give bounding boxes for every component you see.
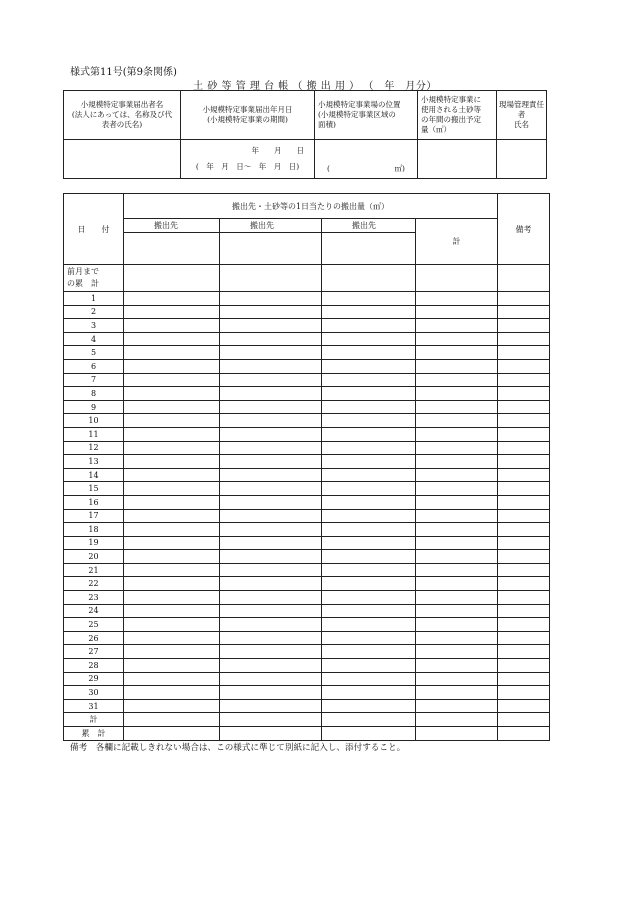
amount-cell[interactable] [322, 373, 416, 387]
day-label: 13 [64, 455, 124, 469]
amount-cell[interactable] [416, 550, 498, 564]
amount-cell[interactable] [322, 346, 416, 360]
amount-cell[interactable] [220, 359, 322, 373]
amount-cell[interactable] [322, 604, 416, 618]
day-label: 18 [64, 523, 124, 537]
remarks-cell[interactable] [498, 509, 550, 523]
remarks-cell[interactable] [498, 387, 550, 401]
day-label: 3 [64, 319, 124, 333]
amount-cell[interactable] [220, 414, 322, 428]
remarks-cell[interactable] [498, 645, 550, 659]
remarks-column-header: 備考 [498, 194, 550, 265]
day-label: 23 [64, 591, 124, 605]
amount-cell[interactable] [124, 265, 220, 292]
amount-cell[interactable] [322, 550, 416, 564]
day-label: 14 [64, 468, 124, 482]
amount-cell[interactable] [416, 468, 498, 482]
amount-cell[interactable] [124, 591, 220, 605]
remarks-cell[interactable] [498, 672, 550, 686]
amount-cell[interactable] [124, 482, 220, 496]
amount-cell[interactable] [124, 427, 220, 441]
destination-header: 搬出先 [322, 219, 416, 233]
amount-cell[interactable] [124, 550, 220, 564]
day-label: 2 [64, 305, 124, 319]
amount-cell[interactable] [322, 536, 416, 550]
amount-cell[interactable] [322, 387, 416, 401]
amount-cell[interactable] [220, 468, 322, 482]
amount-cell[interactable] [220, 618, 322, 632]
remarks-cell[interactable] [498, 359, 550, 373]
amount-cell[interactable] [124, 536, 220, 550]
amount-cell[interactable] [124, 645, 220, 659]
amount-cell[interactable] [322, 265, 416, 292]
amount-cell[interactable] [220, 455, 322, 469]
remarks-cell[interactable] [498, 427, 550, 441]
amount-cell[interactable] [124, 441, 220, 455]
amount-cell[interactable] [124, 563, 220, 577]
amount-cell[interactable] [124, 631, 220, 645]
amount-cell[interactable] [416, 631, 498, 645]
amount-cell[interactable] [416, 414, 498, 428]
amount-cell[interactable] [416, 359, 498, 373]
amount-cell[interactable] [416, 604, 498, 618]
amount-cell[interactable] [322, 400, 416, 414]
amount-cell[interactable] [124, 400, 220, 414]
day-label: 30 [64, 686, 124, 700]
amount-cell[interactable] [124, 713, 220, 727]
annual-volume-header: 小規模特定事業に 使用される土砂等 の年間の搬出予定 量（㎥） [418, 91, 497, 140]
amount-cell[interactable] [124, 359, 220, 373]
amount-cell[interactable] [416, 482, 498, 496]
amount-cell[interactable] [322, 713, 416, 727]
amount-cell[interactable] [322, 591, 416, 605]
remarks-cell[interactable] [498, 305, 550, 319]
day-label: 1 [64, 292, 124, 306]
amount-cell[interactable] [220, 319, 322, 333]
remarks-cell[interactable] [498, 265, 550, 292]
amount-cell[interactable] [416, 618, 498, 632]
amount-cell[interactable] [416, 563, 498, 577]
day-label: 11 [64, 427, 124, 441]
amount-cell[interactable] [220, 645, 322, 659]
amount-cell[interactable] [220, 482, 322, 496]
amount-cell[interactable] [322, 577, 416, 591]
date-column-header: 日 付 [64, 194, 124, 265]
day-label: 8 [64, 387, 124, 401]
amount-cell[interactable] [322, 563, 416, 577]
amount-cell[interactable] [220, 699, 322, 713]
amount-cell[interactable] [322, 659, 416, 673]
amount-cell[interactable] [416, 305, 498, 319]
day-label: 27 [64, 645, 124, 659]
remarks-cell[interactable] [498, 618, 550, 632]
amount-cell[interactable] [322, 495, 416, 509]
day-label: 9 [64, 400, 124, 414]
remarks-cell[interactable] [498, 686, 550, 700]
destination-name-cell[interactable] [124, 233, 220, 265]
form-number-label: 様式第11号(第9条関係) [70, 67, 177, 78]
amount-cell[interactable] [416, 346, 498, 360]
amount-cell[interactable] [416, 332, 498, 346]
amount-cell[interactable] [220, 713, 322, 727]
amount-cell[interactable] [416, 455, 498, 469]
amount-cell[interactable] [416, 373, 498, 387]
amount-cell[interactable] [416, 645, 498, 659]
amount-cell[interactable] [124, 346, 220, 360]
day-label: 25 [64, 618, 124, 632]
amount-cell[interactable] [322, 468, 416, 482]
amount-cell[interactable] [220, 686, 322, 700]
amount-cell[interactable] [416, 427, 498, 441]
amount-cell[interactable] [220, 387, 322, 401]
remarks-cell[interactable] [498, 577, 550, 591]
amount-cell[interactable] [124, 577, 220, 591]
amount-cell[interactable] [416, 292, 498, 306]
amount-cell[interactable] [416, 577, 498, 591]
amount-cell[interactable] [220, 577, 322, 591]
amount-cell[interactable] [416, 495, 498, 509]
amount-cell[interactable] [322, 427, 416, 441]
day-label: 7 [64, 373, 124, 387]
amount-cell[interactable] [124, 618, 220, 632]
amount-cell[interactable] [322, 292, 416, 306]
amount-cell[interactable] [322, 455, 416, 469]
day-label: 24 [64, 604, 124, 618]
day-label: 12 [64, 441, 124, 455]
remarks-cell[interactable] [498, 319, 550, 333]
remarks-cell[interactable] [498, 346, 550, 360]
amount-cell[interactable] [220, 495, 322, 509]
amount-cell[interactable] [124, 495, 220, 509]
amount-cell[interactable] [220, 292, 322, 306]
amount-cell[interactable] [322, 359, 416, 373]
amount-cell[interactable] [416, 659, 498, 673]
day-label: 29 [64, 672, 124, 686]
amount-cell[interactable] [416, 591, 498, 605]
day-label: 4 [64, 332, 124, 346]
amount-cell[interactable] [322, 332, 416, 346]
amount-cell[interactable] [124, 686, 220, 700]
amount-cell[interactable] [220, 523, 322, 537]
page-title: 土 砂 等 管 理 台 帳 （ 搬 出 用 ） （ 年 月分） [193, 81, 437, 92]
amount-cell[interactable] [322, 305, 416, 319]
amount-cell[interactable] [124, 672, 220, 686]
total-column-header: 計 [416, 219, 498, 265]
amount-cell[interactable] [124, 373, 220, 387]
day-label: 22 [64, 577, 124, 591]
remarks-cell[interactable] [498, 631, 550, 645]
destination-name-cell[interactable] [220, 233, 322, 265]
amount-cell[interactable] [124, 455, 220, 469]
remarks-cell[interactable] [498, 482, 550, 496]
remarks-cell[interactable] [498, 563, 550, 577]
amount-cell[interactable] [322, 482, 416, 496]
amount-cell[interactable] [220, 305, 322, 319]
day-label: 20 [64, 550, 124, 564]
amount-cell[interactable] [322, 523, 416, 537]
site-location-cell[interactable]: ( ㎡) [315, 140, 418, 179]
day-label: 21 [64, 563, 124, 577]
amount-cell[interactable] [124, 509, 220, 523]
amount-cell[interactable] [220, 672, 322, 686]
amount-cell[interactable] [220, 346, 322, 360]
amount-cell[interactable] [416, 713, 498, 727]
project-info-table [63, 90, 547, 179]
day-label: 17 [64, 509, 124, 523]
amount-cell[interactable] [416, 319, 498, 333]
amount-cell[interactable] [220, 727, 322, 741]
amount-cell[interactable] [220, 591, 322, 605]
amount-cell[interactable] [220, 550, 322, 564]
amount-cell[interactable] [124, 305, 220, 319]
amount-cell[interactable] [416, 686, 498, 700]
amount-cell[interactable] [322, 509, 416, 523]
amount-cell[interactable] [124, 604, 220, 618]
amount-cell[interactable] [220, 536, 322, 550]
amount-cell[interactable] [220, 373, 322, 387]
amount-cell[interactable] [124, 387, 220, 401]
amount-cell[interactable] [124, 292, 220, 306]
day-label: 28 [64, 659, 124, 673]
amount-cell[interactable] [416, 699, 498, 713]
footnote: 備考 各欄に記載しきれない場合は、この様式に準じて別紙に記入し、添付すること。 [70, 743, 406, 753]
amount-cell[interactable] [124, 468, 220, 482]
amount-cell[interactable] [124, 332, 220, 346]
amount-cell[interactable] [322, 672, 416, 686]
amount-cell[interactable] [124, 523, 220, 537]
amount-cell[interactable] [220, 427, 322, 441]
amount-cell[interactable] [124, 659, 220, 673]
amount-cell[interactable] [416, 265, 498, 292]
amount-cell[interactable] [124, 699, 220, 713]
cumulative-total-label: 累 計 [64, 727, 124, 741]
notification-date-cell[interactable]: 年 月 日 ( 年 月 日～ 年 月 日) [181, 140, 315, 179]
amount-cell[interactable] [322, 631, 416, 645]
amount-cell[interactable] [322, 727, 416, 741]
site-manager-header: 現場管理責任者 氏名 [497, 91, 547, 140]
amount-cell[interactable] [416, 400, 498, 414]
previous-month-total-label: 前月まで の累 計 [64, 265, 124, 292]
remarks-cell[interactable] [498, 373, 550, 387]
removal-amount-header: 搬出先・土砂等の1日当たりの搬出量（㎥） [124, 194, 498, 219]
notifier-name-cell[interactable] [64, 140, 181, 179]
notifier-name-header: 小規模特定事業届出者名 (法人にあっては、名称及び代 表者の氏名) [64, 91, 181, 140]
amount-cell[interactable] [220, 441, 322, 455]
amount-cell[interactable] [322, 645, 416, 659]
amount-cell[interactable] [322, 319, 416, 333]
remarks-cell[interactable] [498, 455, 550, 469]
day-label: 15 [64, 482, 124, 496]
amount-cell[interactable] [124, 319, 220, 333]
day-label: 6 [64, 359, 124, 373]
remarks-cell[interactable] [498, 495, 550, 509]
site-manager-cell[interactable] [497, 140, 547, 179]
amount-cell[interactable] [416, 727, 498, 741]
destination-header: 搬出先 [124, 219, 220, 233]
destination-header: 搬出先 [220, 219, 322, 233]
amount-cell[interactable] [322, 618, 416, 632]
remarks-cell[interactable] [498, 604, 550, 618]
remarks-cell[interactable] [498, 332, 550, 346]
destination-name-cell[interactable] [322, 233, 416, 265]
amount-cell[interactable] [416, 523, 498, 537]
amount-cell[interactable] [416, 441, 498, 455]
amount-cell[interactable] [322, 414, 416, 428]
amount-cell[interactable] [322, 699, 416, 713]
remarks-cell[interactable] [498, 400, 550, 414]
amount-cell[interactable] [220, 509, 322, 523]
amount-cell[interactable] [220, 332, 322, 346]
remarks-cell[interactable] [498, 550, 550, 564]
remarks-cell[interactable] [498, 727, 550, 741]
remarks-cell[interactable] [498, 536, 550, 550]
day-label: 5 [64, 346, 124, 360]
remarks-cell[interactable] [498, 523, 550, 537]
day-label: 19 [64, 536, 124, 550]
amount-cell[interactable] [322, 441, 416, 455]
amount-cell[interactable] [124, 727, 220, 741]
notification-date-header: 小規模特定事業届出年月日 (小規模特定事業の期間) [181, 91, 315, 140]
remarks-cell[interactable] [498, 659, 550, 673]
site-location-header: 小規模特定事業場の位置 (小規模特定事業区域の 面積) [315, 91, 418, 140]
annual-volume-cell[interactable] [418, 140, 497, 179]
amount-cell[interactable] [220, 400, 322, 414]
amount-cell[interactable] [416, 536, 498, 550]
amount-cell[interactable] [220, 659, 322, 673]
amount-cell[interactable] [416, 509, 498, 523]
amount-cell[interactable] [220, 604, 322, 618]
remarks-cell[interactable] [498, 713, 550, 727]
remarks-cell[interactable] [498, 292, 550, 306]
amount-cell[interactable] [220, 631, 322, 645]
month-total-label: 計 [64, 713, 124, 727]
remarks-cell[interactable] [498, 441, 550, 455]
amount-cell[interactable] [322, 686, 416, 700]
remarks-cell[interactable] [498, 468, 550, 482]
day-label: 10 [64, 414, 124, 428]
amount-cell[interactable] [220, 265, 322, 292]
day-label: 16 [64, 495, 124, 509]
daily-removal-table [63, 193, 550, 741]
day-label: 31 [64, 699, 124, 713]
amount-cell[interactable] [124, 414, 220, 428]
amount-cell[interactable] [416, 387, 498, 401]
remarks-cell[interactable] [498, 699, 550, 713]
amount-cell[interactable] [220, 563, 322, 577]
day-label: 26 [64, 631, 124, 645]
remarks-cell[interactable] [498, 591, 550, 605]
remarks-cell[interactable] [498, 414, 550, 428]
amount-cell[interactable] [416, 672, 498, 686]
